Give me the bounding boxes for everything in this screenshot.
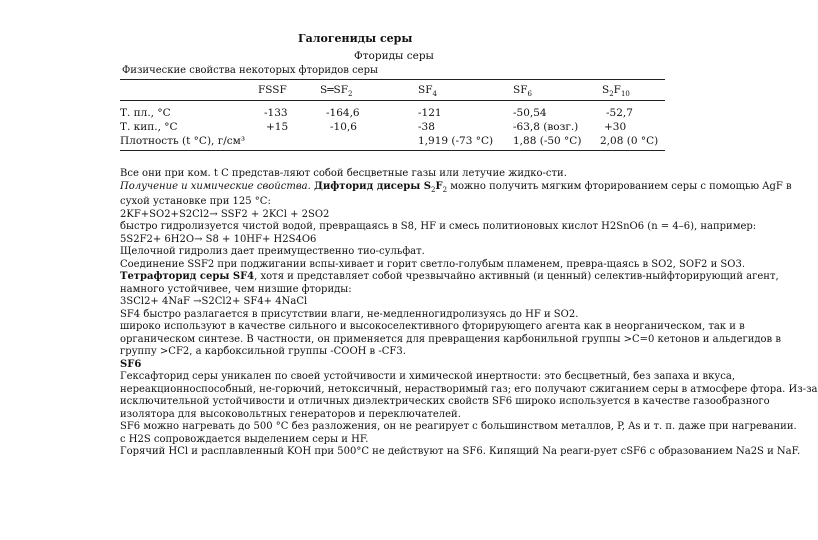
body-text <box>120 168 818 459</box>
text-line: сухой установке при 125 °С: <box>120 196 271 207</box>
table-cell: +15 <box>266 121 289 133</box>
table-cell: -38 <box>418 121 435 133</box>
table-cell: -133 <box>264 107 288 119</box>
text-line: органическом синтезе. В частности, он применяется для превращения карбонильной группы >С=0 кетонов и альдегидов в <box>120 333 781 345</box>
col-header-sf6 <box>513 84 532 98</box>
text-line: с H2S сопровождается выделением серы и HF. <box>120 433 369 445</box>
text-run: можно получить мягким фторированием серы с помощью AgF в <box>447 180 792 192</box>
equation-line: 2KF+SO2+S2Cl2→ SSF2 + 2KCl + 2SO2 <box>120 208 330 220</box>
table-header-rule <box>120 100 665 101</box>
equation-line: 5S2F2+ 6H2O→ S8 + 10HF+ H2S4O6 <box>120 233 317 245</box>
text-line: Гексафторид серы уникален по своей устойчивости и химической инертности: это бесцветный, без запаха и вкуса, <box>120 371 736 382</box>
text-line-sf4 <box>120 271 779 284</box>
text-bold: S <box>420 180 431 192</box>
text-run: , хотя и представляет собой чрезвычайно активный (и ценный) селектив-ныйфторирующий агент, <box>254 271 779 282</box>
col-header-s2f10-sub2: 10 <box>620 90 630 99</box>
table-cell: 1,919 (-73 °C) <box>418 135 494 147</box>
text-line: намного устойчивее, чем низшие фториды: <box>120 283 352 295</box>
table-cell: -164,6 <box>326 107 360 119</box>
text-line: исключительной устойчивости и отличных диэлектрических свойств SF6 широко используется в качестве газообразного <box>120 396 770 407</box>
text-line: группу >CF2, а карбоксильной группы -COOH в -CF3. <box>120 346 406 357</box>
text-bold: Дифторид дисеры <box>313 180 421 192</box>
table-bottom-rule <box>120 150 665 151</box>
text-line: Все они при ком. t С представ-ляют собой бесцветные газы или летучие жидко-сти. <box>120 168 567 179</box>
section-heading-sf6: SF6 <box>120 358 142 370</box>
text-line: изолятора для высоковольтных генераторов и переключателей. <box>120 408 461 420</box>
col-header-s2f10-s: S <box>602 84 610 96</box>
table-cell: -50,54 <box>513 107 547 119</box>
text-line: Щелочной гидролиз дает преимущественно тио-сульфат. <box>120 246 425 257</box>
text-line: SF4 быстро разлагается в присутствии влаги, не-медленногидролизуясь до HF и SO2. <box>120 308 579 320</box>
table-cell: -121 <box>418 107 442 119</box>
table-cell: 2,08 (0 °C) <box>600 135 659 147</box>
row-label-density: Плотность (t °C), г/см³ <box>120 135 246 147</box>
text-bold: Тетрафторид серы SF4 <box>120 271 255 282</box>
col-header-sf4-text: SF <box>418 84 433 96</box>
table-cell: -10,6 <box>330 121 357 133</box>
text-italic: Получение и химические свойства. <box>120 180 314 192</box>
subscript: 2 <box>430 185 436 194</box>
page-subtitle: Фториды серы <box>354 50 434 62</box>
col-header-fssf: FSSF <box>258 84 287 96</box>
text-bold: F <box>435 180 443 192</box>
row-label-melting: Т. пл., °C <box>120 107 171 119</box>
row-label-boiling: Т. кип., °C <box>120 121 178 133</box>
col-header-sf4 <box>418 84 437 98</box>
col-header-ssf2 <box>320 84 352 98</box>
table-cell: 1,88 (-50 °C) <box>513 135 582 147</box>
text-line-production <box>120 180 792 197</box>
col-header-s2f10 <box>602 84 630 98</box>
col-header-ssf2-sub: 2 <box>348 90 353 99</box>
col-header-sf4-sub: 4 <box>432 90 437 99</box>
text-line: Соединение SSF2 при поджигании вспы-хивает и горит светло-голубым пламенем, превра-щаясь в SO2, SOF2 и SO3. <box>120 258 746 270</box>
text-line: быстро гидролизуется чистой водой, превращаясь в S8, HF и смесь политионовых кислот H2SnO6 (n = 4–6), например: <box>120 221 757 232</box>
text-line: нереакционноспособный, не-горючий, нетоксичный, нерастворимый газ; его получают сжиганием серы в атмосфере фтора. Из-за <box>120 383 818 395</box>
col-header-sf6-text: SF <box>513 84 528 96</box>
col-header-s2f10-f: F <box>613 84 621 96</box>
table-top-rule <box>120 79 665 80</box>
table-cell: +30 <box>604 121 627 133</box>
text-line: широко используют в качестве сильного и высокоселективного фторирующего агента как в неорганическом, так и в <box>120 321 745 332</box>
equation-line: 3SCl2+ 4NaF →S2Cl2+ SF4+ 4NaCl <box>120 296 308 307</box>
table-caption: Физические свойства некоторых фторидов серы <box>122 65 378 76</box>
page-title: Галогениды серы <box>298 32 413 45</box>
col-header-s2f10-sub1: 2 <box>609 90 614 99</box>
table-cell: -52,7 <box>606 107 633 119</box>
table-cell: -63,8 (возг.) <box>513 121 579 133</box>
col-header-sf6-sub: 6 <box>527 90 532 99</box>
text-line: Горячий HCl и расплавленный KOH при 500°С не действуют на SF6. Кипящий Na реаги-рует сSF6 с образованием Na2S и NaF. <box>120 446 801 457</box>
subscript: 2 <box>442 185 448 194</box>
text-line: SF6 можно нагревать до 500 °С без разложения, он не реагирует с большинством металлов, P, As и т. п. даже при нагревании. <box>120 421 797 432</box>
col-header-ssf2-text: S═SF <box>320 84 348 96</box>
